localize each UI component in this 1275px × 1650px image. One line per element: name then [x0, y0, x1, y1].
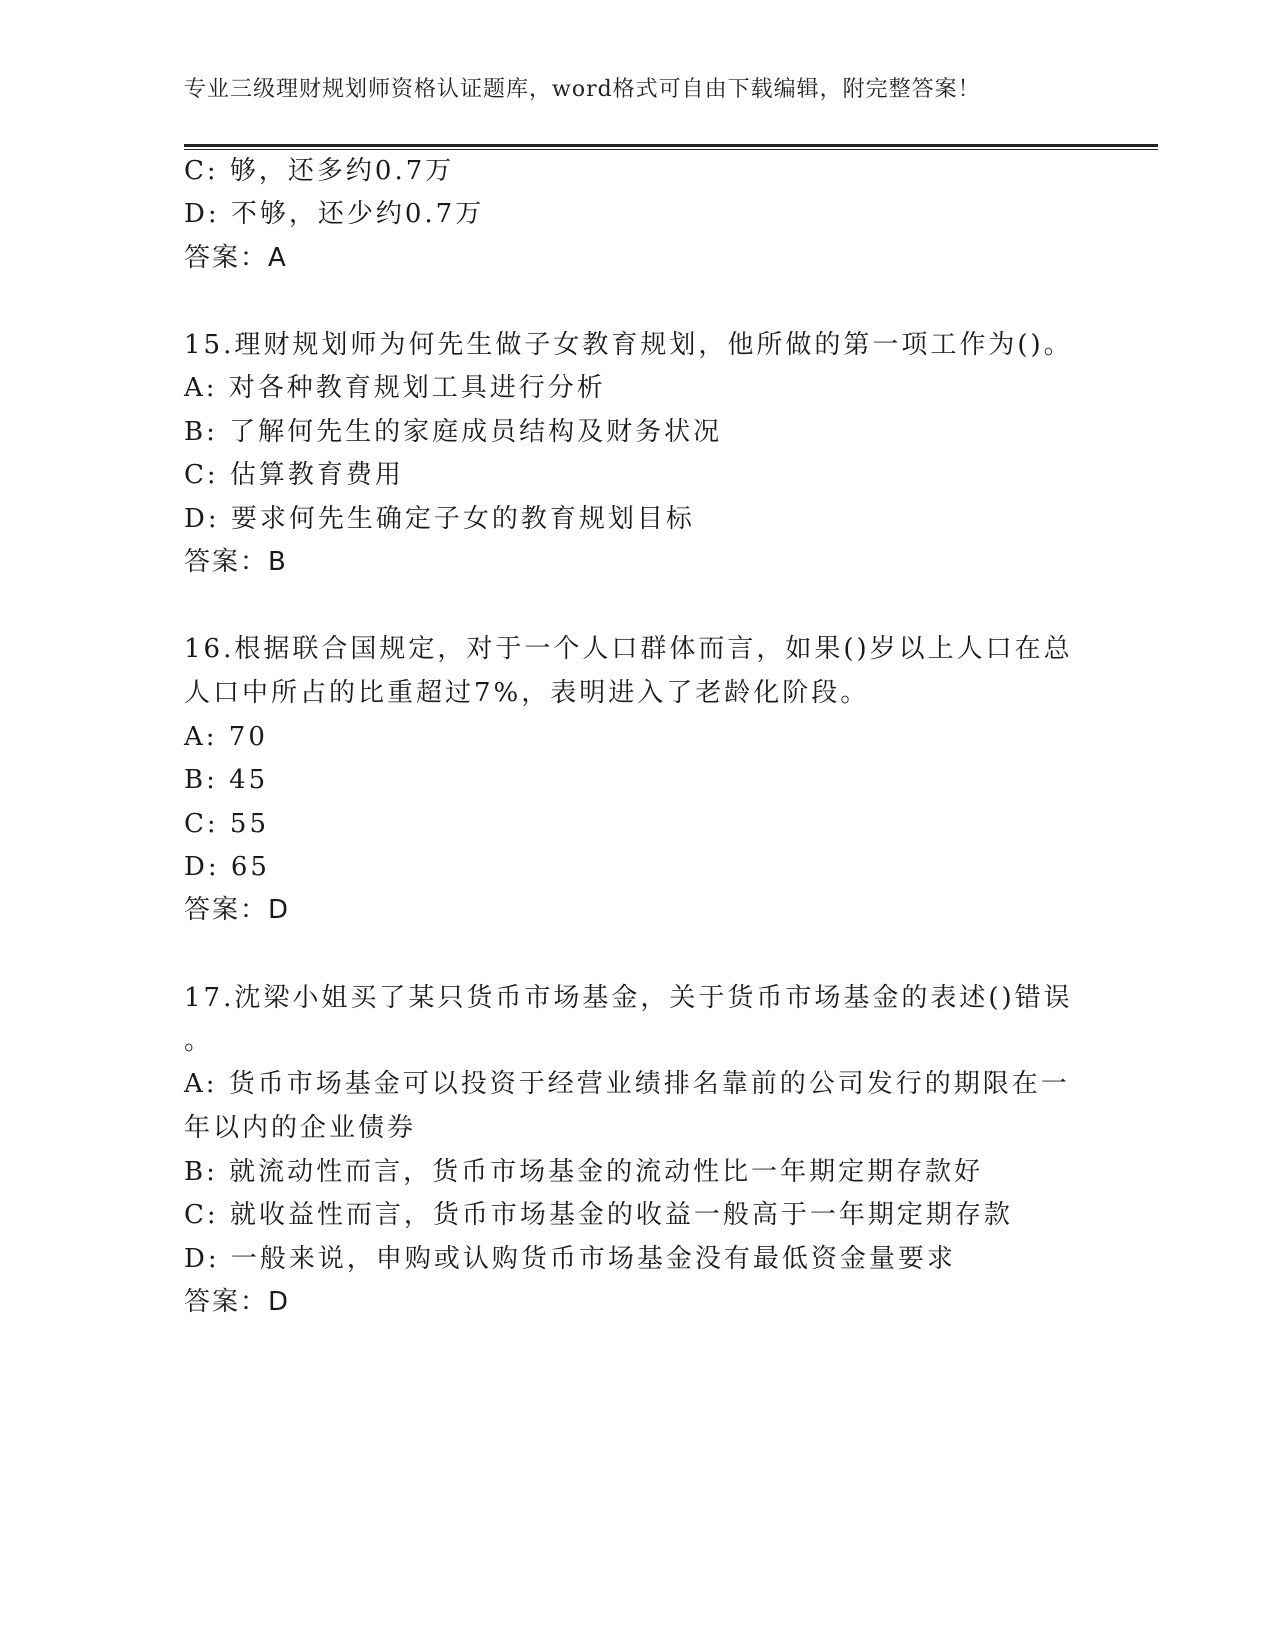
question-17-option-c: C: 就收益性而言，货币市场基金的收益一般高于一年期定期存款: [184, 1200, 1013, 1230]
question-16-option-c: C: 55: [184, 809, 270, 839]
option-d: D: 不够，还少约0.7万: [184, 199, 485, 229]
question-16-stem-line-1: 16.根据联合国规定，对于一个人口群体而言，如果()岁以上人口在总: [184, 634, 1073, 664]
question-17-option-a-line-1: A: 货币市场基金可以投资于经营业绩排名靠前的公司发行的期限在一: [184, 1069, 1070, 1099]
question-17-stem-line-1: 17.沈梁小姐买了某只货币市场基金，关于货币市场基金的表述()错误: [184, 983, 1073, 1013]
question-15-stem: 15.理财规划师为何先生做子女教育规划，他所做的第一项工作为()。: [184, 330, 1073, 360]
question-17-stem-line-2: 。: [184, 1026, 214, 1056]
question-15-option-b: B: 了解何先生的家庭成员结构及财务状况: [184, 417, 723, 447]
answer-line: 答案：A: [184, 243, 288, 273]
question-17-option-b: B: 就流动性而言，货币市场基金的流动性比一年期定期存款好: [184, 1157, 984, 1187]
question-15-option-a: A: 对各种教育规划工具进行分析: [184, 373, 606, 403]
option-c: C: 够，还多约0.7万: [184, 156, 455, 186]
question-15-answer: 答案：B: [184, 547, 288, 577]
question-16-option-d: D: 65: [184, 852, 270, 882]
page-header-title: 专业三级理财规划师资格认证题库，word格式可自由下载编辑，附完整答案！: [184, 77, 981, 102]
question-16-stem-line-2: 人口中所占的比重超过7%，表明进入了老龄化阶段。: [184, 678, 870, 708]
question-16-option-b: B: 45: [184, 765, 269, 795]
question-17-answer: 答案：D: [184, 1287, 291, 1317]
question-15-option-d: D: 要求何先生确定子女的教育规划目标: [184, 504, 695, 534]
question-15-option-c: C: 估算教育费用: [184, 460, 404, 490]
question-16-answer: 答案：D: [184, 895, 291, 925]
question-16-option-a: A: 70: [184, 722, 268, 752]
question-17-option-a-line-2: 年以内的企业债券: [184, 1113, 417, 1143]
header-divider-thin: [184, 149, 1158, 150]
question-17-option-d: D: 一般来说，申购或认购货币市场基金没有最低资金量要求: [184, 1244, 956, 1274]
header-divider-thick: [184, 144, 1158, 147]
